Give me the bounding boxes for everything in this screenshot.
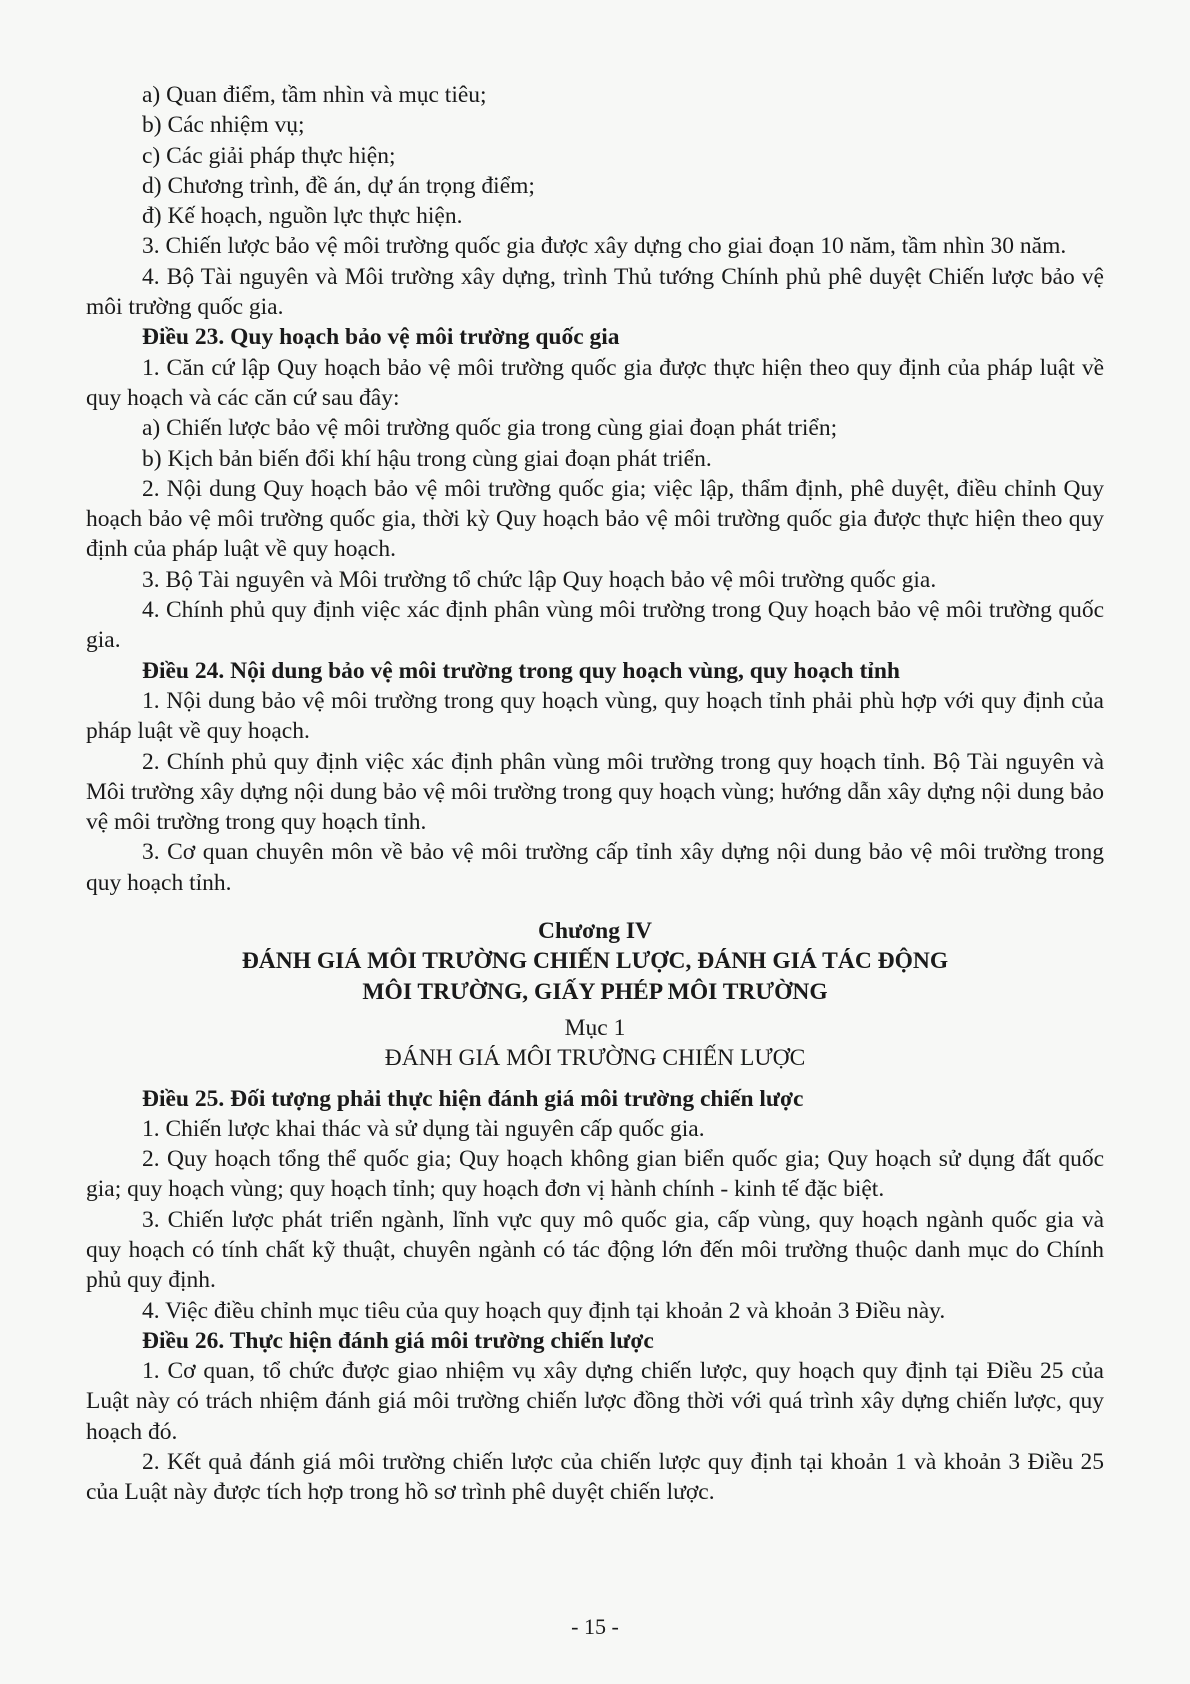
art24-item1: 1. Nội dung bảo vệ môi trường trong quy hoạch vùng, quy hoạch tỉnh phải phù hợp với quy định của pháp luật về quy hoạch. — [86, 687, 1104, 745]
article-24-title: Điều 24. Nội dung bảo vệ môi trường trong quy hoạch vùng, quy hoạch tỉnh — [142, 657, 900, 684]
list-item: d) Chương trình, đề án, dự án trọng điểm; — [142, 172, 535, 199]
art25-item4: 4. Việc điều chỉnh mục tiêu của quy hoạch quy định tại khoản 2 và khoản 3 Điều này. — [142, 1297, 946, 1324]
art25-item3: 3. Chiến lược phát triển ngành, lĩnh vực quy mô quốc gia, cấp vùng, quy hoạch ngành quốc gia và quy hoạch có tính chất kỹ thuật, chuyên ngành có tác động lớn đến môi trường thuộc danh mục do Chính phủ quy định. — [86, 1206, 1104, 1294]
art23-item2: 2. Nội dung Quy hoạch bảo vệ môi trường quốc gia; việc lập, thẩm định, phê duyệt, điều chỉnh Quy hoạch bảo vệ môi trường quốc gia, thời kỳ Quy hoạch bảo vệ môi trường quốc gia được thực hiện theo quy định của pháp luật về quy hoạch. — [86, 475, 1104, 563]
art22-item4: 4. Bộ Tài nguyên và Môi trường xây dựng, trình Thủ tướng Chính phủ phê duyệt Chiến lược bảo vệ môi trường quốc gia. — [86, 263, 1104, 321]
section-title: ĐÁNH GIÁ MÔI TRƯỜNG CHIẾN LƯỢC — [384, 1045, 806, 1072]
page-number: - 15 - — [571, 1614, 619, 1639]
art22-list — [86, 80, 1104, 231]
art23-item3: 3. Bộ Tài nguyên và Môi trường tổ chức lập Quy hoạch bảo vệ môi trường quốc gia. — [142, 566, 937, 593]
art25-item2: 2. Quy hoạch tổng thể quốc gia; Quy hoạch không gian biển quốc gia; Quy hoạch sử dụng đất quốc gia; quy hoạch vùng; quy hoạch tỉnh; quy hoạch đơn vị hành chính - kinh tế đặc biệt. — [86, 1146, 1104, 1203]
chapter-title-line1: ĐÁNH GIÁ MÔI TRƯỜNG CHIẾN LƯỢC, ĐÁNH GIÁ TÁC ĐỘNG — [241, 948, 949, 975]
art26-item1: 1. Cơ quan, tổ chức được giao nhiệm vụ xây dựng chiến lược, quy hoạch quy định tại Điều 25 của Luật này có trách nhiệm đánh giá môi trường chiến lược đồng thời với quá trình xây dựng chiến lược, quy hoạch đó. — [86, 1358, 1104, 1445]
art26-item2: 2. Kết quả đánh giá môi trường chiến lược của chiến lược quy định tại khoản 1 và khoản 3 Điều 25 của Luật này được tích hợp trong hồ sơ trình phê duyệt chiến lược. — [86, 1449, 1104, 1506]
chapter-label: Chương IV — [538, 918, 652, 945]
section-label: Mục 1 — [564, 1014, 626, 1041]
chapter-title-line2: MÔI TRƯỜNG, GIẤY PHÉP MÔI TRƯỜNG — [362, 978, 828, 1005]
list-item: đ) Kế hoạch, nguồn lực thực hiện. — [142, 203, 463, 230]
art23-item4: 4. Chính phủ quy định việc xác định phân vùng môi trường trong Quy hoạch bảo vệ môi trường quốc gia. — [86, 597, 1104, 654]
article-26-title: Điều 26. Thực hiện đánh giá môi trường chiến lược — [142, 1327, 654, 1354]
list-item: b) Các nhiệm vụ; — [142, 112, 305, 139]
art23-item1: 1. Căn cứ lập Quy hoạch bảo vệ môi trường quốc gia được thực hiện theo quy định của pháp luật về quy hoạch và các căn cứ sau đây: — [86, 354, 1104, 411]
article-25-title: Điều 25. Đối tượng phải thực hiện đánh giá môi trường chiến lược — [142, 1085, 804, 1112]
art22-item3: 3. Chiến lược bảo vệ môi trường quốc gia được xây dựng cho giai đoạn 10 năm, tầm nhìn 30 năm. — [142, 233, 1067, 260]
list-item: c) Các giải pháp thực hiện; — [142, 142, 396, 169]
spacer — [86, 898, 1104, 916]
art23-item1b: b) Kịch bản biến đổi khí hậu trong cùng giai đoạn phát triển. — [142, 445, 712, 472]
art23-item1a: a) Chiến lược bảo vệ môi trường quốc gia trong cùng giai đoạn phát triển; — [142, 415, 838, 442]
art25-item1: 1. Chiến lược khai thác và sử dụng tài nguyên cấp quốc gia. — [142, 1115, 705, 1142]
spacer — [86, 1074, 1104, 1084]
art24-item3: 3. Cơ quan chuyên môn về bảo vệ môi trường cấp tỉnh xây dựng nội dung bảo vệ môi trường trong quy hoạch tỉnh. — [86, 839, 1104, 896]
list-item: a) Quan điểm, tầm nhìn và mục tiêu; — [142, 82, 487, 108]
art24-item2: 2. Chính phủ quy định việc xác định phân vùng môi trường trong quy hoạch tỉnh. Bộ Tài nguyên và Môi trường xây dựng nội dung bảo vệ môi trường trong quy hoạch vùng; hướng dẫn xây dựng nội dung bảo vệ môi trường trong quy hoạch tỉnh. — [86, 748, 1104, 836]
article-23-title: Điều 23. Quy hoạch bảo vệ môi trường quốc gia — [142, 324, 620, 351]
